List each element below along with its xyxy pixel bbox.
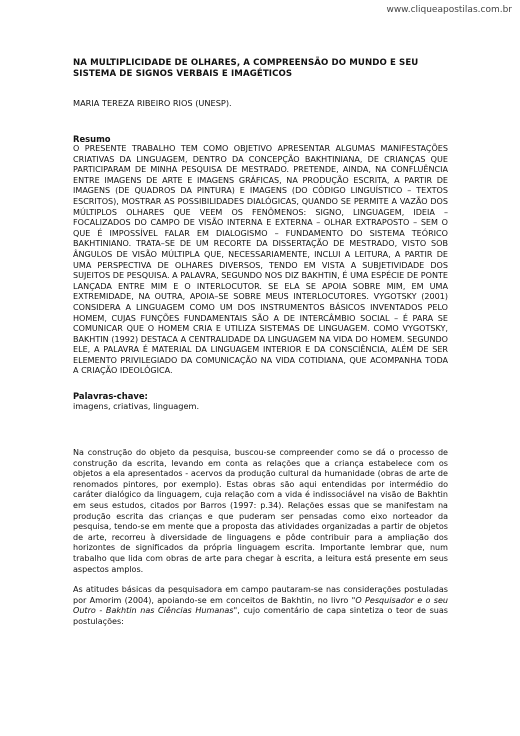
- paragraph-2-text: As atitudes básicas da pesquisadora em campo pautaram-se nas considerações postuladas por Amorim (2004), apoiando-se em conceitos de Bakhtin, no livro: [73, 585, 448, 605]
- abstract-text: O PRESENTE TRABALHO TEM COMO OBJETIVO APRESENTAR ALGUMAS MANIFESTAÇÕES CRIATIVAS DA LINGUAGEM, DENTRO DA CONCEPÇÃO BAKHTINIANA, DE CRIANÇAS QUE PARTICIPARAM DE MINHA PESQUISA DE MESTRADO. PRETENDE, AINDA, NA CONFLUÊNCIA ENTRE IMAGENS DE ARTE E IMAGENS GRÁFICAS, NA PRODUÇÃO ESCRITA, A PARTIR DE IMAGENS (DE QUADROS DA PINTURA) E IMAGENS (DO CÓDIGO LINGUÍSTICO – TEXTOS ESCRITOS), MOSTRAR AS POSSIBILIDADES DIALÓGICAS, QUANDO SE PERMITE A VAZÃO DOS MÚLTIPLOS OLHARES QUE VEEM OS FENÔMENOS: SIGNO, LINGUAGEM, IDEIA – FOCALIZADOS DO CAMPO DE VISÃO INTERNA E EXTERNA – OLHAR EXTRAPOSTO – SEM O QUE É IMPOSSÍVEL FALAR EM DIALOGISMO – FUNDAMENTO DO SISTEMA TEÓRICO BAKHTINIANO. TRATA–SE DE UM RECORTE DA DISSERTAÇÃO DE MESTRADO, VISTO SOB ÂNGULOS DE VISÃO MÚLTIPLA QUE, NECESSARIAMENTE, INCLUI A LEITURA, A PARTIR DE UMA PERSPECTIVA DE OLHARES DIVERSOS, TENDO EM VISTA A SUBJETIVIDADE DOS SUJEITOS DE PESQUISA. A PALAVRA, SEGUNDO NOS DIZ BAKHTIN, É UMA ESPÉCIE DE PONTE LANÇADA ENTRE MIM E O INTERLOCUTOR. SE ELA SE APOIA SOBRE MIM, EM UMA EXTREMIDADE, NA OUTRA, APOIA–SE SOBRE MEUS INTERLOCUTORES. VYGOTSKY (2001) CONSIDERA A LINGUAGEM COMO UM DOS INSTRUMENTOS BÁSICOS INVENTADOS PELO HOMEM, CUJAS FUNÇÕES FUNDAMENTAIS SÃO A DE INTERCÂMBIO SOCIAL – É PARA SE COMUNICAR QUE O HOMEM CRIA E UTILIZA SISTEMAS DE LINGUAGEM. COMO VYGOTSKY, BAKHTIN (1992) DESTACA A CENTRALIDADE DA LINGUAGEM NA VIDA DO HOMEM. SEGUNDO ELE, A PALAVRA É MATERIAL DA LINGUAGEM INTERIOR E DA CONSCIÊNCIA, ALÉM DE SER ELEMENTO PRIVILEGIADO DA COMUNICAÇÃO NA VIDA COTIDIANA, QUE ACOMPANHA TODA A CRIAÇÃO IDEOLÓGICA.: [73, 144, 448, 376]
- author-line: MARIA TEREZA RIBEIRO RIOS (UNESP).: [73, 98, 232, 108]
- body-paragraph-2: [73, 585, 448, 627]
- keywords-heading: Palavras-chave:: [73, 391, 148, 402]
- abstract-heading: Resumo: [73, 134, 111, 144]
- body-paragraph-1: Na construção do objeto da pesquisa, buscou-se compreender como se dá o processo de construção da escrita, levando em conta as relações que a criança estabelece com os objetos a ela apresentados - acervos da produção cultural da humanidade (obras de arte de renomados pintores, por exemplo). Estas obras são aqui entendidas por intermédio do caráter dialógico da linguagem, cuja relação com a vida é indissociável na visão de Bakhtin em seus estudos, citados por Barros (1997: p.34). Relações essas que se manifestam na produção escrita das crianças e que puderam ser pensadas como eixo norteador da pesquisa, tendo-se em mente que a proposta das atividades organizadas a partir de objetos de arte, recorreu à diversidade de linguagens e pôde contribuir para a ampliação dos horizontes de significados da própria linguagem escrita. Importante lembrar que, num trabalho que lida com obras de arte para chegar à escrita, a leitura está presente em seus aspectos amplos.: [73, 448, 448, 574]
- paper-title: NA MULTIPLICIDADE DE OLHARES, A COMPREENSÃO DO MUNDO E SEU SISTEMA DE SIGNOS VERBAIS E IMAGÉTICOS: [73, 58, 419, 79]
- book-title-citation: "O Pesquisador e o seu Outro - Bakhtin nas Ciências Humanas": [73, 595, 448, 616]
- paragraph-2-text-end: , cujo comentário de capa sintetiza o teor de suas postulações:: [73, 606, 448, 626]
- keywords-text: imagens, criativas, linguagem.: [73, 401, 200, 412]
- watermark-url: www.cliqueapostilas.com.br: [386, 5, 512, 15]
- document-page: [73, 58, 448, 628]
